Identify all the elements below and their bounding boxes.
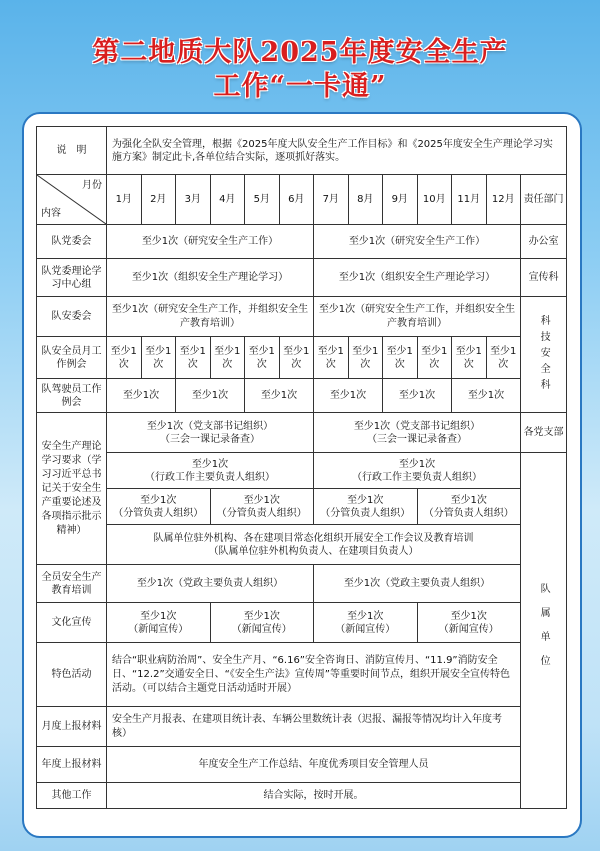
month-header: 3月 xyxy=(176,175,211,225)
half-year-cell xyxy=(107,453,314,489)
row-special xyxy=(37,643,567,707)
cell-line: （分管负责人组织） xyxy=(320,507,411,519)
month-header: 4月 xyxy=(210,175,245,225)
row-other xyxy=(37,783,567,809)
month-cell: 至少1次 xyxy=(245,337,280,379)
cell-line: 至少1次 xyxy=(450,494,487,506)
cell-line: 至少1次 xyxy=(398,458,436,470)
full-year-cell xyxy=(107,525,521,565)
month-header: 1月 xyxy=(107,175,142,225)
half-year-cell xyxy=(314,413,521,453)
quarter-cell xyxy=(314,489,418,525)
month-cell: 至少1次 xyxy=(107,337,142,379)
bimonth-cell: 至少1次 xyxy=(245,379,314,413)
row-safety-committee xyxy=(37,297,567,337)
month-cell: 至少1次 xyxy=(141,337,176,379)
page-title-line1: 第二地质大队2025年度安全生产 xyxy=(92,37,508,68)
row-study-site xyxy=(37,525,567,565)
month-cell: 至少1次 xyxy=(383,337,418,379)
row-label: 队安全员月工作例会 xyxy=(37,337,107,379)
report-year-text: 年度安全生产工作总结、年度优秀项目安全管理人员 xyxy=(107,747,521,783)
month-header: 6月 xyxy=(279,175,314,225)
month-cell: 至少1次 xyxy=(279,337,314,379)
cell-line: 至少1次 xyxy=(243,610,280,622)
half-year-cell: 至少1次（党政主要负责人组织） xyxy=(314,565,521,603)
cell-line: （行政工作主要负责人组织） xyxy=(352,471,482,483)
bimonth-cell: 至少1次 xyxy=(452,379,521,413)
dept-cell: 各党支部 xyxy=(521,413,567,453)
month-header: 2月 xyxy=(141,175,176,225)
report-month-text: 安全生产月报表、在建项目统计表、车辆公里数统计表（迟报、漏报等情况均计入年度考核） xyxy=(107,707,521,747)
row-label: 全员安全生产教育培训 xyxy=(37,565,107,603)
row-training xyxy=(37,565,567,603)
cell-line: 至少1次 xyxy=(140,610,177,622)
quarter-cell xyxy=(417,489,521,525)
bimonth-cell: 至少1次 xyxy=(107,379,176,413)
row-label: 年度上报材料 xyxy=(37,747,107,783)
row-study-division xyxy=(37,489,567,525)
month-cell: 至少1次 xyxy=(210,337,245,379)
row-label: 文化宣传 xyxy=(37,603,107,643)
cell-line: 队属单位驻外机构、各在建项目常态化组织开展安全工作会议及教育培训 xyxy=(153,532,474,544)
half-year-cell: 至少1次（组织安全生产理论学习） xyxy=(314,259,521,297)
bimonth-cell: 至少1次 xyxy=(314,379,383,413)
cell-line: 至少1次 xyxy=(450,610,487,622)
quarter-cell xyxy=(417,603,521,643)
half-year-cell: 至少1次（组织安全生产理论学习） xyxy=(107,259,314,297)
row-monthly-meeting xyxy=(37,337,567,379)
month-cell: 至少1次 xyxy=(486,337,521,379)
half-year-cell xyxy=(107,413,314,453)
cell-line: （三会一课记录备查） xyxy=(367,433,467,445)
half-year-cell: 至少1次（党政主要负责人组织） xyxy=(107,565,314,603)
cell-line: 至少1次 xyxy=(140,494,177,506)
header-diagonal-cell xyxy=(37,175,107,225)
row-report-year xyxy=(37,747,567,783)
row-party-committee xyxy=(37,225,567,259)
month-cell: 至少1次 xyxy=(417,337,452,379)
cell-line: 至少1次 xyxy=(347,494,384,506)
cell-line: （新闻宣传） xyxy=(438,623,499,635)
row-culture xyxy=(37,603,567,643)
month-cell: 至少1次 xyxy=(314,337,349,379)
intro-row xyxy=(37,127,567,175)
cell-line: （队属单位驻外机构负责人、在建项目负责人） xyxy=(208,545,419,557)
cell-line: 至少1次 xyxy=(243,494,280,506)
half-year-cell xyxy=(314,453,521,489)
half-year-cell: 至少1次（研究安全生产工作，并组织安全生产教育培训） xyxy=(314,297,521,337)
half-year-cell: 至少1次（研究安全生产工作） xyxy=(107,225,314,259)
cell-line: 至少1次（党支部书记组织） xyxy=(146,420,274,432)
quarter-cell xyxy=(107,489,211,525)
cell-line: （三会一课记录备查） xyxy=(160,433,260,445)
row-label-study: 安全生产理论学习要求（学习习近平总书记关于安全生产重要论述及各项指示批示精神） xyxy=(37,413,107,565)
cell-line: （分管负责人组织） xyxy=(423,507,514,519)
month-cell: 至少1次 xyxy=(176,337,211,379)
dept-cell: 办公室 xyxy=(521,225,567,259)
header-month-label: 月份 xyxy=(82,180,102,191)
row-label: 队安委会 xyxy=(37,297,107,337)
row-label: 队党委理论学习中心组 xyxy=(37,259,107,297)
intro-label: 说 明 xyxy=(37,127,107,175)
row-label: 队党委会 xyxy=(37,225,107,259)
month-cell: 至少1次 xyxy=(452,337,487,379)
safety-table xyxy=(36,126,567,809)
cell-line: 至少1次（党支部书记组织） xyxy=(353,420,481,432)
cell-line: 至少1次 xyxy=(191,458,229,470)
cell-line: （新闻宣传） xyxy=(128,623,189,635)
page-title-line2: 工作“一卡通” xyxy=(213,71,387,102)
row-label: 月度上报材料 xyxy=(37,707,107,747)
cell-line: （行政工作主要负责人组织） xyxy=(145,471,275,483)
cell-line: （新闻宣传） xyxy=(231,623,292,635)
half-year-cell: 至少1次（研究安全生产工作，并组织安全生产教育培训） xyxy=(107,297,314,337)
other-text: 结合实际，按时开展。 xyxy=(107,783,521,809)
month-header: 5月 xyxy=(245,175,280,225)
cell-line: （分管负责人组织） xyxy=(216,507,307,519)
row-theory-group xyxy=(37,259,567,297)
row-study-admin xyxy=(37,453,567,489)
row-label: 其他工作 xyxy=(37,783,107,809)
month-header: 7月 xyxy=(314,175,349,225)
header-content-label: 内容 xyxy=(41,208,61,219)
quarter-cell xyxy=(210,489,314,525)
month-header: 11月 xyxy=(452,175,487,225)
month-header: 8月 xyxy=(348,175,383,225)
dept-cell-text: 科技安全科 xyxy=(538,314,550,395)
dept-cell-text: 队属单位 xyxy=(538,582,550,679)
dept-cell-tech-safety xyxy=(521,297,567,413)
row-driver-meeting xyxy=(37,379,567,413)
row-label: 特色活动 xyxy=(37,643,107,707)
safety-card xyxy=(22,112,582,838)
quarter-cell xyxy=(210,603,314,643)
dept-cell: 宣传科 xyxy=(521,259,567,297)
quarter-cell xyxy=(314,603,418,643)
row-report-month xyxy=(37,707,567,747)
intro-text: 为强化全队安全管理，根据《2025年度大队安全生产工作目标》和《2025年度安全生产理论学习实施方案》制定此卡,各单位结合实际，逐项抓好落实。 xyxy=(107,127,567,175)
month-header: 12月 xyxy=(486,175,521,225)
month-header: 9月 xyxy=(383,175,418,225)
dept-cell-units xyxy=(521,453,567,809)
month-header: 10月 xyxy=(417,175,452,225)
special-text: 结合“职业病防治周”、安全生产月、“6.16”安全咨询日、消防宣传月、“11.9”消防安全日、“12.2”交通安全日、“《安全生产法》宣传周”等重要时间节点，组织开展安全宣传特色活动。（可以结合主题党日活动适时开展） xyxy=(107,643,521,707)
half-year-cell: 至少1次（研究安全生产工作） xyxy=(314,225,521,259)
row-study-branch xyxy=(37,413,567,453)
bimonth-cell: 至少1次 xyxy=(176,379,245,413)
cell-line: （分管负责人组织） xyxy=(113,507,204,519)
cell-line: （新闻宣传） xyxy=(335,623,396,635)
cell-line: 至少1次 xyxy=(347,610,384,622)
header-row xyxy=(37,175,567,225)
row-label: 队驾驶员工作例会 xyxy=(37,379,107,413)
quarter-cell xyxy=(107,603,211,643)
bimonth-cell: 至少1次 xyxy=(383,379,452,413)
dept-header: 责任部门 xyxy=(521,175,567,225)
month-cell: 至少1次 xyxy=(348,337,383,379)
